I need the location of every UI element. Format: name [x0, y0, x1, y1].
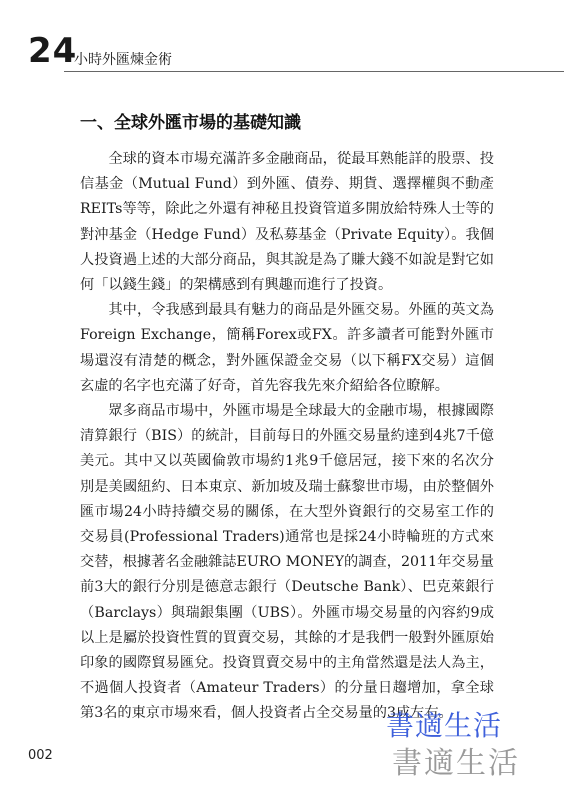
paragraph-2: 其中，令我感到最具有魅力的商品是外匯交易。外匯的英文為Foreign Exchange，簡稱Forex或FX。許多讀者可能對外匯市場還沒有清楚的概念，對外匯保證金交易（以下稱FX交易）這個玄虛的名字也充滿了好奇，首先容我先來介紹給各位瞭解。: [80, 302, 494, 394]
header-number: 24: [28, 31, 78, 71]
body-text: [80, 147, 494, 727]
paragraph-1: 全球的資本市場充滿許多金融商品，從最耳熟能詳的股票、投信基金（Mutual Fund）到外匯、債券、期貨、選擇權與不動產REITs等等，除此之外還有神秘且投資管道多開放給特殊人士等的對沖基金（Hedge Fund）及私募基金（Private Equity）。我個人投資過上述的大部分商品，與其說是為了賺大錢不如說是對它如何「以錢生錢」的架構感到有興趣而進行了投資。: [80, 151, 494, 294]
paragraph-3: 眾多商品市場中，外匯市場是全球最大的金融市場，根據國際清算銀行（BIS）的統計，目前每日的外匯交易量約達到4兆7千億美元。其中又以英國倫敦市場約1兆9千億居冠，接下來的名次分別是美國紐約、日本東京、新加坡及瑞士蘇黎世市場，由於整個外匯市場24小時持續交易的關係，在大型外資銀行的交易室工作的交易員(Professional Traders)通常也是採24小時輪班的方式來交替，根據著名金融雜誌EURO MONEY的調查，2011年交易量前3大的銀行分別是德意志銀行（Deutsche Bank）、巴克萊銀行（Barclays）與瑞銀集團（UBS）。外匯市場交易量的內容約9成以上是屬於投資性質的買賣交易，其餘的才是我們一般對外匯原始印象的國際貿易匯兌。投資買賣交易中的主角當然還是法人為主，不過個人投資者（Amateur Traders）的分量日趨增加，拿全球第3名的東京市場來看，個人投資者占全交易量的3成左右。: [80, 403, 494, 722]
watermark-gray: 書適生活: [392, 746, 520, 781]
page-number: 002: [28, 748, 53, 763]
header-rule: [64, 71, 564, 72]
section-title: 一、全球外匯市場的基礎知識: [80, 113, 301, 133]
running-header: [28, 31, 564, 74]
header-title: 小時外匯煉金術: [74, 52, 172, 68]
watermark-blue: 書適生活: [386, 709, 503, 742]
